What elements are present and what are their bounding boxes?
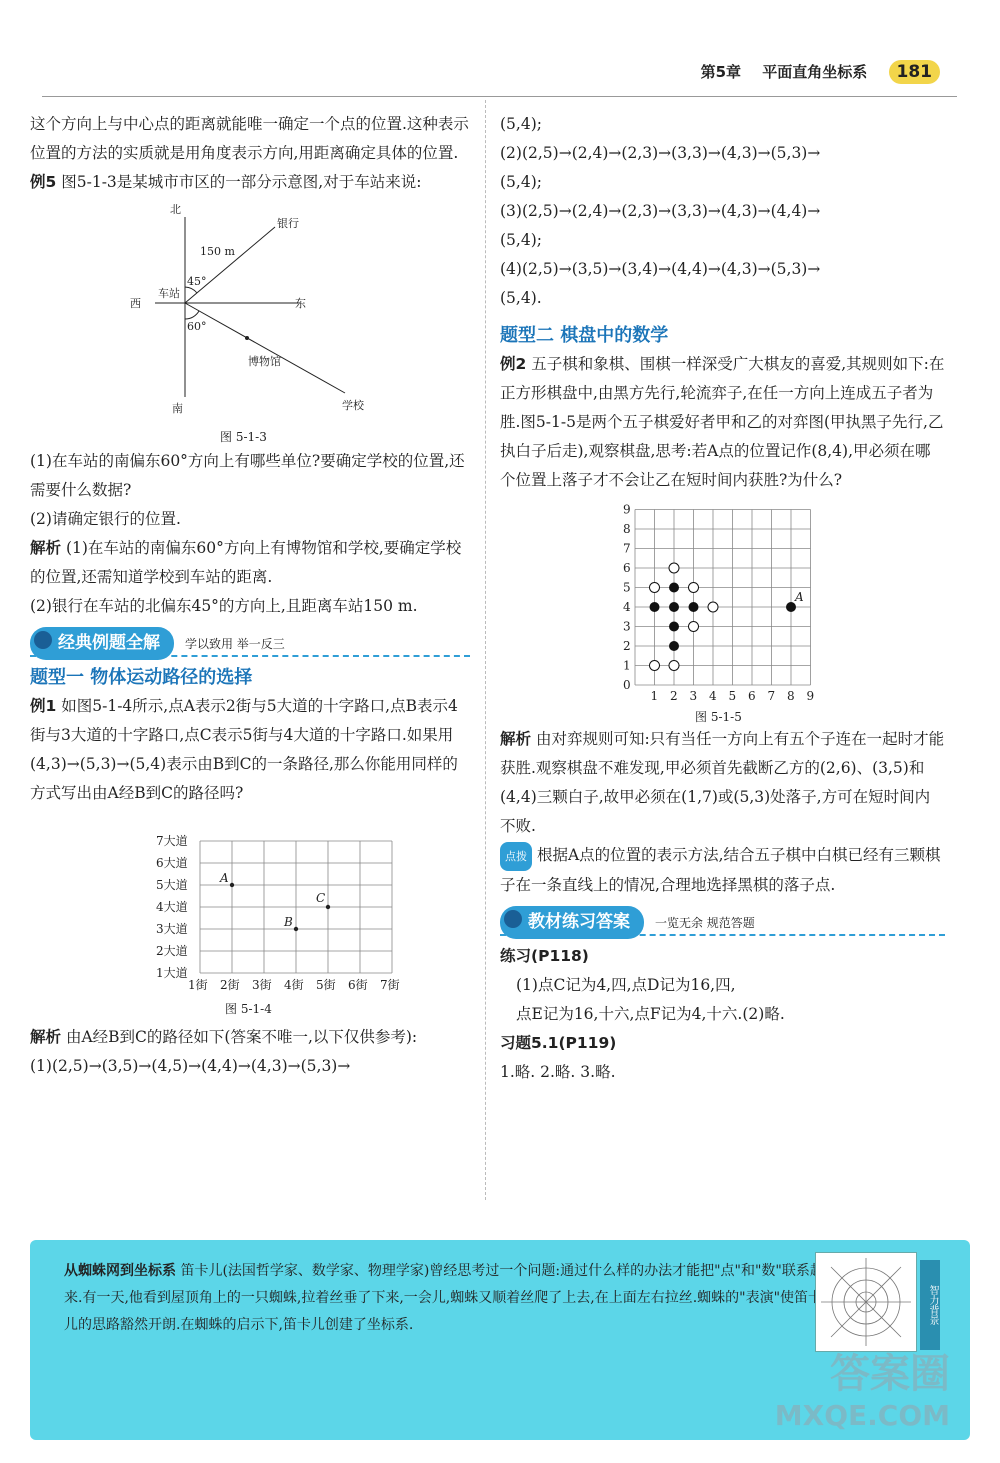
y-tick: 6: [623, 561, 631, 575]
watermark-url: MXQE.COM: [774, 1399, 950, 1432]
x-tick: 4: [709, 689, 717, 703]
label-angle45: 45°: [187, 275, 207, 288]
avenue-label: 3大道: [156, 922, 188, 936]
watermark-text: 答案圈: [830, 1351, 950, 1397]
white-stone: [689, 622, 699, 632]
banner-subtitle: 学以致用 举一反三: [184, 637, 285, 651]
question-2: (2)请确定银行的位置.: [30, 510, 181, 528]
example1: [30, 692, 470, 808]
white-stone: [669, 661, 679, 671]
example1-label: 例1: [30, 697, 57, 715]
label-south: 南: [172, 402, 183, 415]
type2-heading: 题型二 棋盘中的数学: [500, 325, 669, 346]
example2: [500, 350, 945, 495]
black-stone: [669, 602, 679, 612]
answer-1: [30, 534, 470, 592]
solution-label: 解析: [30, 1028, 62, 1046]
figure-5-1-5: [500, 495, 945, 725]
exercise-answer-1: (1)点C记为4,四,点D记为16,四,: [516, 976, 736, 994]
black-stone: [689, 602, 699, 612]
label-west: 西: [130, 297, 141, 310]
banner2-title: 教材练习答案: [500, 906, 644, 939]
street-label: 1街: [188, 978, 208, 992]
label-station: 车站: [158, 287, 180, 300]
path-3: (3)(2,5)→(2,4)→(2,3)→(3,3)→(4,3)→(4,4)→: [500, 202, 821, 220]
answer-1-text: (1)在车站的南偏东60°方向上有博物馆和学校,要确定学校的位置,还需知道学校到车站的距离.: [30, 539, 462, 586]
intro-paragraph: 这个方向上与中心点的距离就能唯一确定一个点的位置.这种表示位置的方法的实质就是用角度表示方向,用距离确定具体的位置.: [30, 115, 469, 162]
label-bank: 银行: [277, 217, 299, 230]
column-divider: [485, 100, 486, 1200]
y-tick: 9: [623, 502, 631, 517]
x-tick: 7: [767, 689, 776, 703]
solution-2: [500, 725, 945, 841]
left-column: [30, 110, 470, 1081]
label-school: 学校: [342, 399, 364, 412]
right-column: [500, 110, 945, 1087]
label-museum: 博物馆: [248, 355, 281, 368]
street-label: 3街: [252, 978, 272, 992]
background-body: 笛卡儿(法国哲学家、数学家、物理学家)曾经思考过一个问题:通过什么样的办法才能把"点"和"数"联系起来.有一天,他看到屋顶角上的一只蜘蛛,拉着丝垂了下来,一会儿,蜘蛛又顺着丝爬了上去,在上面左右拉丝.蜘蛛的"表演"使笛卡儿的思路豁然开朗.在蜘蛛的启示下,笛卡儿创建了坐标系.: [64, 1263, 824, 1333]
point-a-label: A: [795, 590, 804, 604]
section-banner-answers: [500, 906, 945, 938]
label-north: 北: [170, 203, 181, 216]
example5-text: 图5-1-3是某城市市区的一部分示意图,对于车站来说:: [61, 173, 422, 191]
black-stone: [650, 602, 660, 612]
x-tick: 9: [806, 689, 815, 703]
tip-badge: 点拨: [500, 842, 532, 871]
banner2-subtitle: 一览无余 规范答题: [654, 916, 755, 930]
avenue-label: 6大道: [156, 856, 188, 870]
white-stone: [650, 661, 660, 671]
grid-point-label: B: [284, 915, 293, 929]
white-stone: [708, 602, 718, 612]
tip-text: 根据A点的位置的表示方法,结合五子棋中白棋已经有三颗棋子在一条直线上的情况,合理地选择黑棋的落子点.: [500, 846, 941, 894]
example1-text: 如图5-1-4所示,点A表示2街与5大道的十字路口,点B表示4街与3大道的十字路口,点C表示5街与4大道的十字路口.如果用(4,3)→(5,3)→(5,4)表示由B到C的一条路径,那么你能用同样的方式写出由A经B到C的路径吗?: [30, 697, 458, 802]
street-label: 6街: [348, 978, 368, 992]
homework-title: 习题5.1(P119): [500, 1034, 617, 1052]
path-2-end: (5,4);: [500, 173, 542, 191]
figure-5-1-4: [30, 808, 470, 1023]
banner-title: 经典例题全解: [30, 627, 174, 660]
y-tick: 3: [623, 619, 631, 634]
y-tick: 0: [623, 678, 631, 692]
black-stone: [669, 622, 679, 632]
path-4: (4)(2,5)→(3,5)→(3,4)→(4,4)→(4,3)→(5,3)→: [500, 260, 821, 278]
background-box: [30, 1240, 970, 1440]
x-tick: 5: [728, 689, 737, 703]
page-header: [685, 60, 940, 84]
street-label: 2街: [220, 978, 240, 992]
grid-point-label: A: [220, 871, 229, 885]
x-tick: 8: [787, 689, 795, 703]
grid-point: [230, 883, 234, 887]
street-label: 7街: [380, 978, 400, 992]
exercise-answer-2: 点E记为16,十六,点F记为4,十六.(2)略.: [516, 1005, 785, 1023]
figure-5-1-3: [30, 197, 470, 447]
banner2-icon: [504, 910, 522, 928]
y-tick: 1: [623, 658, 631, 673]
y-tick: 2: [623, 639, 631, 653]
tip: [500, 841, 945, 900]
background-title: 从蜘蛛网到坐标系: [64, 1263, 176, 1279]
type1-heading: 题型一 物体运动路径的选择: [30, 667, 253, 688]
black-stone: [669, 583, 679, 593]
white-stone: [689, 583, 699, 593]
y-tick: 5: [623, 580, 631, 595]
grid-point: [294, 927, 298, 931]
avenue-label: 4大道: [156, 900, 188, 914]
solution-1: [30, 1023, 470, 1052]
path-3-end: (5,4);: [500, 231, 542, 249]
example5: [30, 168, 470, 197]
label-distance: 150 m: [200, 245, 235, 258]
path-1-end: (5,4);: [500, 115, 542, 133]
header-rule: [42, 96, 957, 97]
grid-point: [326, 905, 330, 909]
label-angle60: 60°: [187, 320, 207, 333]
white-stone: [650, 583, 660, 593]
y-tick: 4: [623, 600, 631, 614]
avenue-label: 5大道: [156, 878, 188, 892]
banner-icon: [34, 631, 52, 649]
avenue-label: 7大道: [156, 834, 188, 848]
x-tick: 3: [689, 689, 698, 703]
path-1: (1)(2,5)→(3,5)→(4,5)→(4,4)→(4,3)→(5,3)→: [30, 1057, 351, 1075]
question-1: (1)在车站的南偏东60°方向上有哪些单位?要确定学校的位置,还需要什么数据?: [30, 452, 465, 499]
watermark: [775, 1342, 950, 1432]
answer-2: (2)银行在车站的北偏东45°的方向上,且距离车站150 m.: [30, 597, 418, 615]
figure-caption: 图 5-1-5: [695, 710, 742, 724]
avenue-label: 2大道: [156, 944, 188, 958]
avenue-label: 1大道: [156, 966, 188, 980]
y-tick: 7: [623, 541, 631, 556]
analysis-label: 解析: [30, 539, 62, 557]
figure-caption: 图 5-1-3: [220, 430, 267, 444]
white-stone: [669, 563, 679, 573]
homework-answers: 1.略. 2.略. 3.略.: [500, 1063, 616, 1081]
figure-caption: 图 5-1-4: [225, 1002, 272, 1016]
street-label: 5街: [316, 978, 336, 992]
x-tick: 6: [748, 689, 756, 703]
chapter-title: 平面直角坐标系: [762, 63, 868, 81]
school-ray: [185, 303, 345, 393]
solution2-text: 由对弈规则可知:只有当任一方向上有五个子连在一起时才能获胜.观察棋盘不难发现,甲必须首先截断乙方的(2,6)、(3,5)和(4,4)三颗白子,故甲必须在(1,7)或(5,3)处落子,方可在短时间内不败.: [500, 730, 945, 835]
section-banner-examples: [30, 627, 470, 659]
spider-web-image: [815, 1252, 917, 1352]
x-tick: 1: [650, 689, 659, 703]
chapter-label: 第5章: [700, 63, 742, 81]
label-east: 东: [295, 297, 306, 310]
side-tab: 智力背景: [920, 1260, 940, 1350]
path-4-end: (5,4).: [500, 289, 542, 307]
example2-label: 例2: [500, 355, 527, 373]
bank-ray: [185, 227, 275, 303]
street-label: 4街: [284, 978, 304, 992]
y-tick: 8: [623, 522, 631, 536]
background-text: [64, 1258, 824, 1339]
example5-label: 例5: [30, 173, 57, 191]
solution-text: 由A经B到C的路径如下(答案不唯一,以下仅供参考):: [65, 1028, 418, 1046]
black-stone: [669, 641, 679, 651]
exercise-title: 练习(P118): [500, 947, 589, 965]
grid-point-label: C: [316, 891, 326, 905]
example2-text: 五子棋和象棋、围棋一样深受广大棋友的喜爱,其规则如下:在正方形棋盘中,由黑方先行,轮流弈子,在任一方向上连成五子者为胜.图5-1-5是两个五子棋爱好者甲和乙的对弈图(甲执黑子先行,乙执白子后走),观察棋盘,思考:若A点的位置记作(8,4),甲必须在哪个位置上落子才不会让乙在短时间内获胜?为什么?: [500, 355, 945, 489]
x-tick: 2: [670, 689, 678, 703]
solution2-label: 解析: [500, 730, 532, 748]
page-number: 181: [889, 60, 941, 84]
path-2: (2)(2,5)→(2,4)→(2,3)→(3,3)→(4,3)→(5,3)→: [500, 144, 821, 162]
